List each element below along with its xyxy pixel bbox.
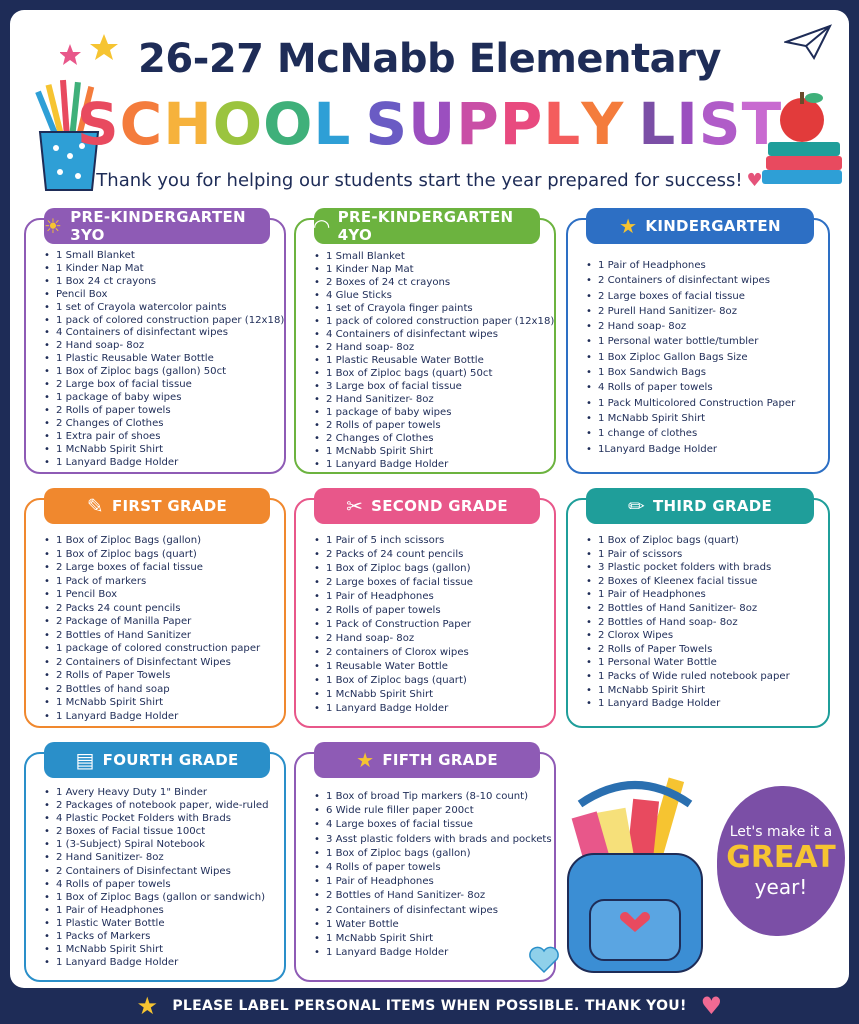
page-title-school: 26-27 McNabb Elementary bbox=[138, 36, 721, 82]
supply-item: • 2 Large box of facial tissue bbox=[44, 379, 278, 392]
supply-item: • 1 Personal Water Bottle bbox=[586, 656, 822, 670]
supply-item: • 1 Small Blanket bbox=[314, 250, 548, 263]
supply-item: • 1 Pack of markers bbox=[44, 575, 278, 589]
supply-item: • 2 Containers of Disinfectant Wipes bbox=[44, 656, 278, 670]
supply-list bbox=[44, 534, 278, 723]
supply-item: • 1 McNabb Spirit Shirt bbox=[314, 688, 548, 702]
supply-item: • 1 Box of Ziploc bags (quart) bbox=[314, 674, 548, 688]
supply-item: • 2 Rolls of Paper Towels bbox=[586, 643, 822, 657]
grade-title: THIRD GRADE bbox=[653, 497, 773, 515]
supply-list bbox=[586, 258, 822, 457]
supply-item: • 1 McNabb Spirit Shirt bbox=[44, 696, 278, 710]
supply-item: • 2 Changes of Clothes bbox=[314, 432, 548, 445]
supply-item: • 1 Pair of Headphones bbox=[586, 258, 822, 273]
supply-item: • 2 Clorox Wipes bbox=[586, 629, 822, 643]
heart-doodle-icon bbox=[528, 946, 560, 974]
title-letter: L bbox=[638, 90, 677, 158]
grade-title: FIRST GRADE bbox=[111, 497, 228, 515]
grade-card bbox=[24, 494, 286, 728]
supply-item: • 1 Box of Ziploc bags (quart) bbox=[586, 534, 822, 548]
supply-item: • 1 (3-Subject) Spiral Notebook bbox=[44, 838, 278, 851]
supply-item: • 1 Box of broad Tip markers (8-10 count) bbox=[314, 790, 548, 804]
supply-item: • 1 Personal water bottle/tumbler bbox=[586, 334, 822, 349]
supply-item: • 1 Pencil Box bbox=[44, 588, 278, 602]
grade-header bbox=[314, 488, 540, 524]
grade-title: PRE-KINDERGARTEN 4YO bbox=[337, 208, 514, 244]
footer-text: PLEASE LABEL PERSONAL ITEMS WHEN POSSIBLE. THANK YOU! bbox=[172, 998, 687, 1014]
supply-item: • 4 Rolls of paper towels bbox=[44, 878, 278, 891]
grade-header bbox=[44, 208, 270, 244]
supply-item: • 1 package of colored construction paper bbox=[44, 642, 278, 656]
supply-item: • 1 Lanyard Badge Holder bbox=[44, 710, 278, 724]
supply-item: • 2 Rolls of paper towels bbox=[314, 604, 548, 618]
supply-item: • 1 Extra pair of shoes bbox=[44, 431, 278, 444]
pencil-icon: ✎ bbox=[86, 494, 104, 518]
grade-card bbox=[294, 748, 556, 982]
backpack-icon bbox=[550, 770, 720, 980]
supply-item: • 2 Boxes of 24 ct crayons bbox=[314, 276, 548, 289]
supply-item: • 6 Wide rule filler paper 200ct bbox=[314, 804, 548, 818]
supply-item: • 1 package of baby wipes bbox=[44, 392, 278, 405]
supply-item: • 2 Hand soap- 8oz bbox=[586, 319, 822, 334]
supply-item: • 2 Bottles of Hand Sanitizer bbox=[44, 629, 278, 643]
scissors-icon: ✂ bbox=[346, 494, 364, 518]
supply-item: • 1 Box of Ziploc Bags (gallon) bbox=[44, 534, 278, 548]
supply-item: • 4 Plastic Pocket Folders with Brads bbox=[44, 812, 278, 825]
supply-item: • 1 Lanyard Badge Holder bbox=[314, 702, 548, 716]
page-title-supply-list bbox=[10, 90, 849, 158]
supply-item: • 2 Containers of disinfectant wipes bbox=[586, 273, 822, 288]
grade-card bbox=[24, 208, 286, 474]
supply-item: • 3 Asst plastic folders with brads and pockets bbox=[314, 833, 548, 847]
supply-item: • 1 Box of Ziploc bags (quart) 50ct bbox=[314, 367, 548, 380]
supply-item: • 1 Box Ziploc Gallon Bags Size bbox=[586, 350, 822, 365]
supply-item: • 1 McNabb Spirit Shirt bbox=[44, 444, 278, 457]
supply-item: • 1 Box Sandwich Bags bbox=[586, 365, 822, 380]
supply-item: • 1 Kinder Nap Mat bbox=[44, 263, 278, 276]
supply-item: • 2 Containers of Disinfectant Wipes bbox=[44, 865, 278, 878]
supply-item: • 1 pack of colored construction paper (12x18) bbox=[314, 315, 548, 328]
title-letter: S bbox=[698, 90, 742, 158]
supply-item: • 1 Plastic Water Bottle bbox=[44, 917, 278, 930]
bubble-line-2: GREAT bbox=[726, 839, 836, 875]
supply-item: • 4 Glue Sticks bbox=[314, 289, 548, 302]
star-icon: ★ bbox=[136, 992, 159, 1020]
supply-item: • 1 Lanyard Badge Holder bbox=[314, 946, 548, 960]
supply-item: • 3 Large box of facial tissue bbox=[314, 380, 548, 393]
supply-item: • 2 Purell Hand Sanitizer- 8oz bbox=[586, 304, 822, 319]
supply-item: • 2 Bottles of hand soap bbox=[44, 683, 278, 697]
supply-item: • 2 Containers of disinfectant wipes bbox=[314, 904, 548, 918]
supply-item: • 1 Box of Ziploc Bags (gallon or sandwich) bbox=[44, 891, 278, 904]
supply-item: • 1 Water Bottle bbox=[314, 918, 548, 932]
supply-item: • 1 Pair of Headphones bbox=[44, 904, 278, 917]
bubble-line-1: Let's make it a bbox=[729, 823, 833, 840]
grade-header bbox=[586, 488, 814, 524]
supply-list-sheet bbox=[10, 10, 849, 988]
supply-item: • 1 McNabb Spirit Shirt bbox=[586, 684, 822, 698]
supply-item: • 1 Box of Ziploc bags (gallon) bbox=[314, 847, 548, 861]
title-letter: H bbox=[163, 90, 213, 158]
grade-header bbox=[44, 488, 270, 524]
star-icon: ★ bbox=[619, 214, 638, 238]
supply-item: • 1 Box of Ziploc bags (gallon) 50ct bbox=[44, 366, 278, 379]
title-letter: S bbox=[76, 90, 120, 158]
subtitle-text: Thank you for helping our students start the year prepared for success! bbox=[96, 170, 743, 191]
supply-item: • 1 Pair of scissors bbox=[586, 548, 822, 562]
supply-item: • 2 Hand soap- 8oz bbox=[314, 632, 548, 646]
great-year-bubble bbox=[717, 786, 845, 936]
supply-item: • 2 Bottles of Hand Sanitizer- 8oz bbox=[586, 602, 822, 616]
grade-header bbox=[44, 742, 270, 778]
supply-item: • 2 Packs 24 count pencils bbox=[44, 602, 278, 616]
supply-item: • 2 Boxes of Kleenex facial tissue bbox=[586, 575, 822, 589]
supply-item: • 4 Containers of disinfectant wipes bbox=[44, 327, 278, 340]
supply-list bbox=[586, 534, 822, 711]
footer-banner bbox=[0, 988, 859, 1024]
title-letter: U bbox=[408, 90, 457, 158]
supply-item: • 2 Bottles of Hand Sanitizer- 8oz bbox=[314, 889, 548, 903]
grade-header bbox=[314, 742, 540, 778]
supply-item: • 1 Packs of Markers bbox=[44, 930, 278, 943]
notebook-icon: ▤ bbox=[75, 748, 95, 772]
grade-title: FIFTH GRADE bbox=[382, 751, 498, 769]
supply-list bbox=[314, 250, 555, 471]
supply-item: • 1 Lanyard Badge Holder bbox=[314, 458, 548, 471]
supply-item: • 1 McNabb Spirit Shirt bbox=[314, 445, 548, 458]
supply-item: • 1 Pair of Headphones bbox=[314, 875, 548, 889]
title-letter: L bbox=[543, 90, 582, 158]
title-letter bbox=[351, 90, 365, 158]
grade-title: PRE-KINDERGARTEN 3YO bbox=[70, 208, 246, 244]
supply-item: • 4 Rolls of paper towels bbox=[586, 380, 822, 395]
supply-item: • 2 Rolls of paper towels bbox=[44, 405, 278, 418]
supply-item: • 1 McNabb Spirit Shirt bbox=[314, 932, 548, 946]
grade-title: FOURTH GRADE bbox=[102, 751, 239, 769]
supply-item: • 1 Plastic Reusable Water Bottle bbox=[314, 354, 548, 367]
supply-item: • 1 Pack of Construction Paper bbox=[314, 618, 548, 632]
heart-icon: ♥ bbox=[746, 170, 763, 191]
supply-item: • 1 Pair of Headphones bbox=[314, 590, 548, 604]
supply-item: • 1 Pair of 5 inch scissors bbox=[314, 534, 548, 548]
crayon-icon: ✏ bbox=[627, 494, 645, 518]
supply-item: • 1 Pack Multicolored Construction Paper bbox=[586, 396, 822, 411]
supply-item: • 1 Packs of Wide ruled notebook paper bbox=[586, 670, 822, 684]
supply-item: • 1 Kinder Nap Mat bbox=[314, 263, 548, 276]
grade-card bbox=[566, 214, 830, 474]
supply-item: • 2 Hand Sanitizer- 8oz bbox=[314, 393, 548, 406]
supply-list bbox=[314, 534, 548, 716]
star-icon: ★ bbox=[356, 748, 375, 772]
title-letter: P bbox=[456, 90, 500, 158]
supply-item: • 2 Hand soap- 8oz bbox=[314, 341, 548, 354]
supply-item: • 1 change of clothes bbox=[586, 426, 822, 441]
title-letter: O bbox=[212, 90, 264, 158]
supply-item: • 2 Packages of notebook paper, wide-ruled bbox=[44, 799, 278, 812]
supply-item: • 2 Large boxes of facial tissue bbox=[586, 289, 822, 304]
supply-item: • 2 Bottles of Hand soap- 8oz bbox=[586, 616, 822, 630]
grade-card bbox=[24, 748, 286, 982]
supply-item: • 1 Box of Ziploc bags (quart) bbox=[44, 548, 278, 562]
supply-item: • 2 Hand soap- 8oz bbox=[44, 340, 278, 353]
supply-item: • Pencil Box bbox=[44, 289, 278, 302]
title-letter: T bbox=[741, 90, 783, 158]
supply-item: • 1 set of Crayola watercolor paints bbox=[44, 302, 278, 315]
supply-item: • 1 Lanyard Badge Holder bbox=[44, 457, 278, 470]
supply-item: • 1 Avery Heavy Duty 1" Binder bbox=[44, 786, 278, 799]
supply-item: • 1Lanyard Badge Holder bbox=[586, 442, 822, 457]
grade-header bbox=[314, 208, 540, 244]
supply-item: • 4 Large boxes of facial tissue bbox=[314, 818, 548, 832]
title-letter: C bbox=[119, 90, 164, 158]
grade-title: SECOND GRADE bbox=[371, 497, 508, 515]
supply-list bbox=[44, 786, 278, 969]
supply-item: • 2 Boxes of Facial tissue 100ct bbox=[44, 825, 278, 838]
supply-item: • 2 Large boxes of facial tissue bbox=[314, 576, 548, 590]
supply-item: • 1 Lanyard Badge Holder bbox=[44, 956, 278, 969]
supply-item: • 2 Hand Sanitizer- 8oz bbox=[44, 851, 278, 864]
title-letter: S bbox=[365, 90, 409, 158]
supply-item: • 3 Plastic pocket folders with brads bbox=[586, 561, 822, 575]
supply-item: • 4 Rolls of paper towels bbox=[314, 861, 548, 875]
supply-item: • 1 McNabb Spirit Shirt bbox=[586, 411, 822, 426]
supply-item: • 1 Reusable Water Bottle bbox=[314, 660, 548, 674]
supply-item: • 1 set of Crayola finger paints bbox=[314, 302, 548, 315]
supply-item: • 4 Containers of disinfectant wipes bbox=[314, 328, 548, 341]
title-letter: Y bbox=[581, 90, 625, 158]
supply-item: • 2 Large boxes of facial tissue bbox=[44, 561, 278, 575]
supply-item: • 2 containers of Clorox wipes bbox=[314, 646, 548, 660]
supply-item: • 1 package of baby wipes bbox=[314, 406, 548, 419]
title-letter bbox=[624, 90, 638, 158]
supply-item: • 1 Box of Ziploc bags (gallon) bbox=[314, 562, 548, 576]
bubble-line-3: year! bbox=[754, 874, 808, 899]
grade-card bbox=[294, 208, 556, 474]
supply-item: • 1 McNabb Spirit Shirt bbox=[44, 943, 278, 956]
supply-list bbox=[314, 790, 552, 960]
title-letter: L bbox=[313, 90, 352, 158]
rainbow-icon: ◠ bbox=[314, 214, 330, 238]
supply-item: • 2 Rolls of paper towels bbox=[314, 419, 548, 432]
title-letter: P bbox=[499, 90, 544, 158]
supply-item: • 2 Package of Manilla Paper bbox=[44, 615, 278, 629]
grade-card bbox=[566, 494, 830, 728]
supply-item: • 1 pack of colored construction paper (12x18) bbox=[44, 315, 278, 328]
supply-item: • 1 Plastic Reusable Water Bottle bbox=[44, 353, 278, 366]
supply-item: • 1 Pair of Headphones bbox=[586, 588, 822, 602]
grade-card bbox=[294, 494, 556, 728]
grade-title: KINDERGARTEN bbox=[645, 217, 781, 235]
supply-item: • 1 Lanyard Badge Holder bbox=[586, 697, 822, 711]
heart-icon: ♥ bbox=[700, 992, 723, 1020]
supply-list bbox=[44, 250, 285, 469]
supply-item: • 2 Packs of 24 count pencils bbox=[314, 548, 548, 562]
title-letter: I bbox=[676, 90, 699, 158]
supply-item: • 1 Box 24 ct crayons bbox=[44, 276, 278, 289]
sun-icon: ☀ bbox=[44, 214, 63, 238]
title-letter: O bbox=[263, 90, 314, 158]
grade-header bbox=[586, 208, 814, 244]
page-subtitle bbox=[10, 170, 849, 191]
supply-item: • 1 Small Blanket bbox=[44, 250, 278, 263]
supply-item: • 2 Changes of Clothes bbox=[44, 418, 278, 431]
supply-item: • 2 Rolls of Paper Towels bbox=[44, 669, 278, 683]
